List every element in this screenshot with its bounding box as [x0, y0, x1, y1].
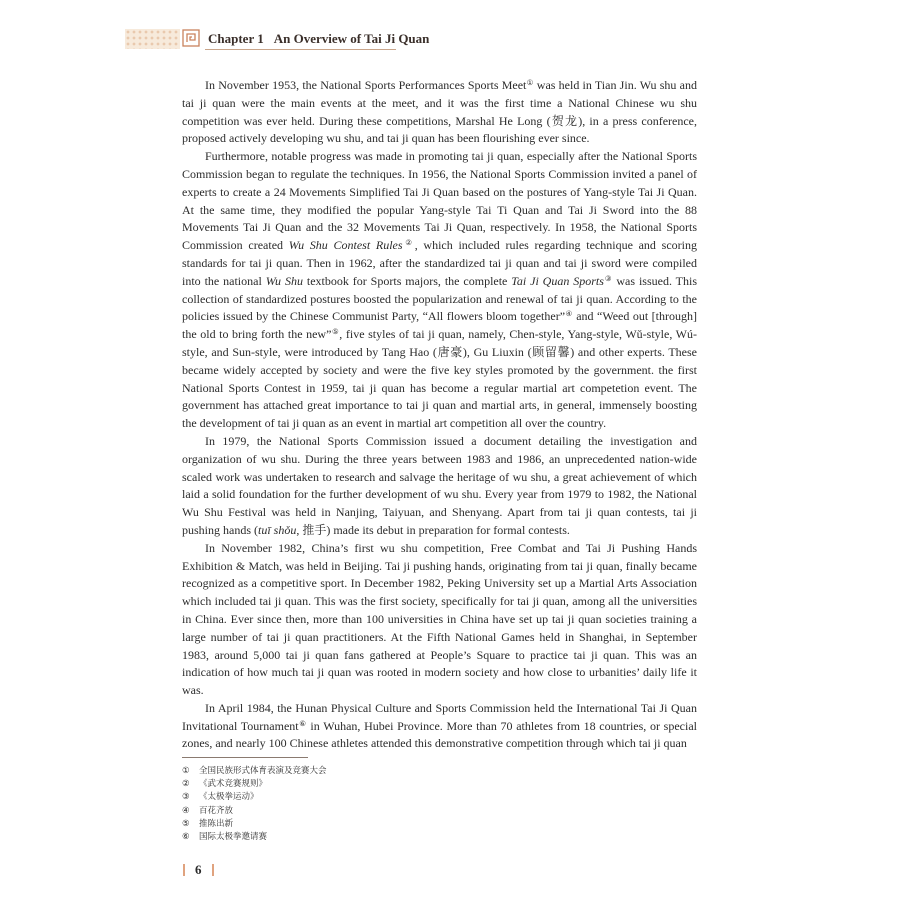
footnotes	[182, 764, 327, 843]
footnote-mark-3[interactable]: ③	[603, 273, 613, 283]
footnote-item: ① 全国民族形式体育表演及竞赛大会	[182, 765, 327, 775]
page-bar-right	[212, 864, 214, 876]
square-spiral-icon	[182, 29, 200, 47]
paragraph-1979: In 1979, the National Sports Commission issued a document detailing the investigation and organization of wu shu. During the three years between 1983 and 1986, an unprecedented nation-wide scaled work was undertaken to research and salvage the heritage of wu shu, a great achievement of which laid a solid foundation for the further development of wu shu. Every year from 1979 to 1982, the National Wu Shu Festival was held in Nanjing, Taiyuan, and Shenyang. Apart from tai ji quan contests, tai ji pushing hands (tuī shǒu, 推手) made its debut in preparation for formal contests.	[182, 433, 697, 537]
paragraph-standardization: Furthermore, notable progress was made in promoting tai ji quan, especially after the National Sports Commission began to regulate the techniques. In 1956, the National Sports Commission invited a panel of experts to create a 24 Movements Simplified Tai Ji Quan based on the postures of Yang-style Tai Ji Quan. At the same time, they modified the popular Yang-style Tai Ti Quan and Tai Ji Sword into the 88 Movements Tai Ji Quan and the 32 Movements Tai Ji Quan, respectively. In 1958, the National Sports Commission created Wu Shu Contest Rules②, which included rules regarding technique and scoring standards for tai ji quan. Then in 1962, after the standardized tai ji quan and tai ji sword were compiled into the national Wu Shu textbook for Sports majors, the complete Tai Ji Quan Sports③ was issued. This collection of standardized postures boosted the popularization and renewal of tai ji quan. According to the policies issued by the Chinese Communist Party, “All flowers bloom together”④ and “Weed out [through] the old to bring forth the new”⑤, five styles of tai ji quan, namely, Chen-style, Yang-style, Wǔ-style, Wú-style, and Sun-style, were introduced by Tang Hao (唐豪), Gu Liuxin (顾留馨) and other experts. These became widely accepted by society and were the five key styles promoted by the government. the first National Sports Contest in 1959, tai ji quan has become a regular martial art competetion event. The government has attached great importance to tai ji quan and martial arts, in general, immensely boosting the development of tai ji quan as an event in martial art competition all over the country.	[182, 149, 698, 431]
header-rule	[205, 49, 396, 50]
footnote-mark-1[interactable]: ①	[526, 78, 534, 87]
footnote-item: ⑤ 推陈出新	[182, 817, 234, 828]
paragraph-1982: In November 1982, China’s first wu shu competition, Free Combat and Tai Ji Pushing Hands Exhibition & Match, was held in Beijing. Tai ji pushing hands, originating from tai ji quan, finally became recognized as a competitive sport. In December 1982, Peking University set up a Martial Arts Association which included tai ji quan. This was the first society, specifically for tai ji quan, among all the universities in China. Ever since then, more than 100 universities in China have set up tai ji quan societies training a large number of tai ji quan practitioners. At the Fifth National Games held in Shanghai, in September 1983, around 5,000 tai ji quan fans gathered at People’s Square to practice tai ji quan. This was an indication of how much tai ji quan was rooted in modern society and how close to urbanities’ daily life it was.	[182, 540, 697, 698]
page-bar-left	[183, 864, 185, 876]
main-text	[182, 77, 697, 753]
page-number-row	[183, 862, 214, 878]
footnote-mark-5[interactable]: ⑤	[331, 327, 340, 337]
header-decorative-band	[125, 29, 180, 49]
footnote-mark-4[interactable]: ④	[565, 309, 573, 319]
footnote-item: ② 《武术竞赛规则》	[182, 778, 268, 789]
footnote-item: ④ 百花齐放	[182, 804, 234, 815]
footnote-item: ③ 《太极拳运动》	[182, 791, 259, 802]
paragraph-1953: In November 1953, the National Sports Performances Sports Meet① was held in Tian Jin. Wu shu and tai ji quan were the main events at the meet, and it was the first time a National Chinese wu shu competition was ever held. During these competitions, Marshal He Long (贺龙), in a press conference, proposed actively developing wu shu, and tai ji quan has been flourishing ever since.	[182, 78, 697, 146]
page-number: 6	[195, 862, 202, 877]
chapter-name: An Overview of Tai Ji Quan	[273, 31, 430, 46]
paragraph-1984: In April 1984, the Hunan Physical Culture and Sports Commission held the International Tai Ji Quan Invitational Tournament⑥ in Wuhan, Hubei Province. More than 70 athletes from 18 countries, or special zones, and nearly 100 Chinese athletes attended this demonstrative competition through which tai ji quan	[182, 700, 697, 751]
footnote-rule	[182, 757, 308, 758]
footnote-item: ⑥ 国际太极拳邀请赛	[182, 831, 268, 842]
chapter-title	[208, 31, 429, 47]
footnote-mark-2[interactable]: ②	[402, 238, 415, 248]
chapter-label: Chapter 1	[208, 31, 264, 46]
footnote-mark-6[interactable]: ⑥	[298, 718, 307, 728]
